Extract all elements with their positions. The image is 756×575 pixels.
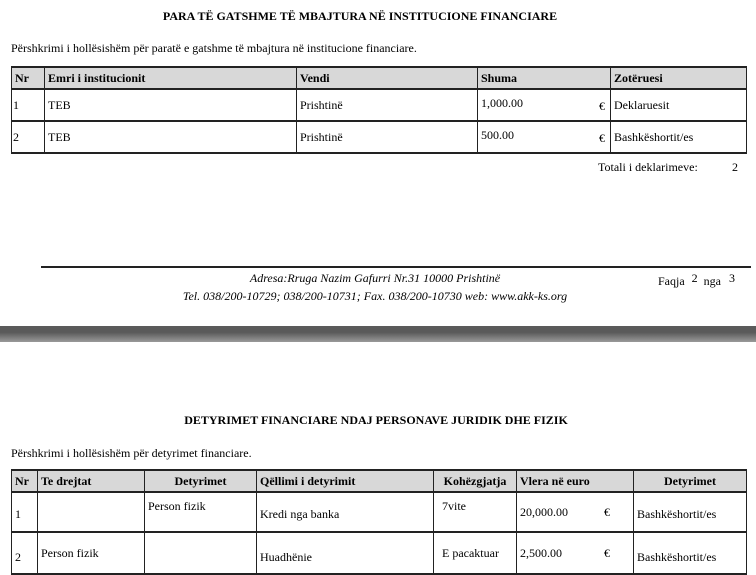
cell-nr: 1 [12,492,38,532]
cell-nr: 1 [12,89,45,121]
cash-table [11,66,747,154]
table-header-row [12,470,747,492]
table-row [12,532,747,574]
total-value: 2 [732,160,738,174]
page-current: 2 [691,271,698,285]
col-header: Detyrimet [145,470,257,492]
footer-divider [41,266,751,268]
total-label: Totali i deklarimeve: [598,160,698,174]
cell-place: Prishtinë [297,121,478,153]
cell-duration: E pacaktuar [434,532,517,574]
amount-value: 500.00 [481,128,514,142]
page-label: Faqja [658,274,685,288]
cell-holder: Bashkëshortit/es [634,492,747,532]
cell-institution: TEB [45,89,297,121]
col-header: Vendi [297,67,478,89]
cell-institution: TEB [45,121,297,153]
cell-purpose: Huadhënie [257,532,434,574]
cell-owner: Deklaruesit [611,89,747,121]
euro-sign: € [599,131,605,145]
cell-amount [478,121,611,153]
cell-holder: Bashkëshortit/es [634,532,747,574]
col-header: Qëllimi i detyrimit [257,470,434,492]
cell-place: Prishtinë [297,89,478,121]
col-header: Nr [12,67,45,89]
col-header: Shuma [478,67,611,89]
section-description: Përshkrimi i hollësishëm për detyrimet financiare. [11,446,252,460]
value-amount: 2,500.00 [520,545,562,560]
liabilities-table [11,469,747,575]
page-of: nga [703,274,721,288]
col-header: Zotëruesi [611,67,747,89]
page-total: 3 [729,271,735,285]
page-separator [0,326,756,342]
col-header: Emri i institucionit [45,67,297,89]
cell-rights: Person fizik [38,532,145,574]
cell-owner: Bashkëshortit/es [611,121,747,153]
cell-nr: 2 [12,532,38,574]
footer-contact: Tel. 038/200-10729; 038/200-10731; Fax. 038/200-10730 web: www.akk-ks.org [182,289,568,303]
value-amount: 20,000.00 [520,504,568,519]
col-header: Te drejtat [38,470,145,492]
cell-rights [38,492,145,532]
table-header-row [12,67,747,89]
section-title: DETYRIMET FINANCIARE NDAJ PERSONAVE JURIDIK DHE FIZIK [184,413,568,427]
col-header: Detyrimet [634,470,747,492]
euro-sign: € [604,504,610,519]
table-row [12,89,747,121]
cell-obligations [145,532,257,574]
cell-purpose: Kredi nga banka [257,492,434,532]
amount-value: 1,000.00 [481,96,523,110]
cell-nr: 2 [12,121,45,153]
table-row [12,121,747,153]
page-number [658,271,735,289]
euro-sign: € [604,545,610,560]
col-header: Vlera në euro [517,470,634,492]
footer-address: Adresa:Rruga Nazim Gafurri Nr.31 10000 Prishtinë [249,271,501,285]
section-description: Përshkrimi i hollësishëm për paratë e gatshme të mbajtura në institucione financiare. [11,41,417,55]
col-header: Kohëzgjatja [434,470,517,492]
cell-duration: 7vite [434,492,517,532]
section-title: PARA TË GATSHME TË MBAJTURA NË INSTITUCIONE FINANCIARE [162,9,558,23]
euro-sign: € [599,99,605,113]
cell-obligations: Person fizik [145,492,257,532]
col-header: Nr [12,470,38,492]
table-row [12,492,747,532]
cell-value [517,492,634,532]
cell-amount [478,89,611,121]
cell-value [517,532,634,574]
